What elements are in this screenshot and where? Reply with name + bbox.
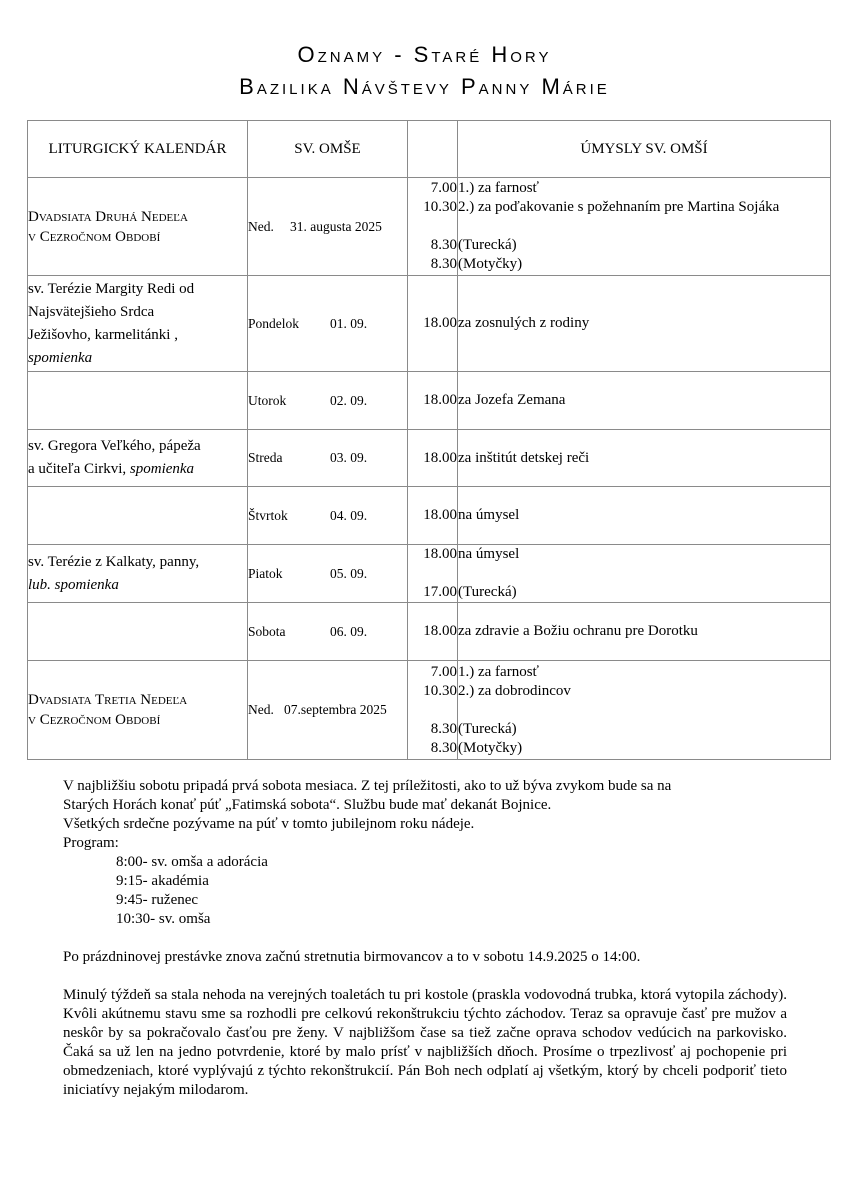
day-name: Štvrtok bbox=[248, 507, 288, 523]
intention: (Turecká) bbox=[458, 584, 517, 600]
feast-name: Dvadsiata Druhá Nedeľa bbox=[28, 208, 188, 225]
feast-period: v Cezročnom Období bbox=[28, 228, 161, 245]
intentions-cell bbox=[458, 661, 831, 760]
feast-name: Dvadsiata Tretia Nedeľa bbox=[28, 692, 188, 708]
intention: 2.) za poďakovanie s požehnaním pre Martina Sojáka bbox=[458, 199, 780, 215]
mass-time: 18.00 bbox=[423, 392, 457, 408]
table-header-row bbox=[28, 121, 831, 178]
calendar-cell bbox=[28, 430, 248, 487]
calendar-cell bbox=[28, 276, 248, 372]
program-item: 10:30- sv. omša bbox=[116, 911, 211, 927]
calendar-cell bbox=[28, 372, 248, 430]
page-subtitle: Bazilika Návštevy Panny Márie bbox=[239, 74, 610, 99]
intention: 1.) za farnosť bbox=[458, 663, 539, 680]
mass-time: 17.00 bbox=[423, 584, 457, 600]
feast-name: Ježišovho, karmelitánki , bbox=[28, 326, 178, 343]
day-date: 07.septembra 2025 bbox=[284, 702, 387, 717]
day-name: Utorok bbox=[248, 392, 287, 408]
announcements bbox=[63, 777, 787, 1100]
times-cell bbox=[408, 372, 458, 430]
day-name: Sobota bbox=[248, 623, 286, 639]
intention: 2.) za dobrodincov bbox=[458, 682, 571, 699]
confirmation-notice: Po prázdninovej prestávke znova začnú stretnutia birmovancov a to v sobotu 14.9.2025 o 14:00. bbox=[63, 949, 641, 965]
times-cell bbox=[408, 545, 458, 603]
day-name: Pondelok bbox=[248, 315, 300, 331]
table-row bbox=[28, 603, 831, 661]
day-date: 01. 09. bbox=[330, 315, 368, 331]
calendar-cell bbox=[28, 487, 248, 545]
feast-rank: lub. spomienka bbox=[28, 576, 119, 593]
day-cell bbox=[248, 603, 408, 661]
day-name: Piatok bbox=[248, 565, 283, 581]
mass-time: 10.30 bbox=[423, 682, 457, 699]
intention: za zosnulých z rodiny bbox=[458, 315, 590, 331]
table-row bbox=[28, 487, 831, 545]
feast-period: v Cezročnom Období bbox=[28, 712, 161, 728]
day-date: 06. 09. bbox=[330, 623, 368, 639]
feast-name: Najsvätejšieho Srdca bbox=[28, 303, 155, 320]
header-masses: SV. OMŠE bbox=[248, 121, 408, 178]
feast-name-cont: a učiteľa Cirkvi, spomienka bbox=[28, 461, 195, 477]
program-label: Program: bbox=[63, 835, 119, 851]
program-item: 8:00- sv. omša a adorácia bbox=[116, 854, 268, 870]
mass-time: 7.00 bbox=[430, 180, 457, 196]
page-title: Oznamy - Staré Hory bbox=[297, 42, 552, 67]
table-row bbox=[28, 545, 831, 603]
table-row bbox=[28, 178, 831, 276]
intention: (Turecká) bbox=[458, 720, 517, 737]
intentions-cell bbox=[458, 430, 831, 487]
day-cell bbox=[248, 372, 408, 430]
times-cell bbox=[408, 487, 458, 545]
times-cell bbox=[408, 603, 458, 661]
day-name: Ned. bbox=[248, 218, 274, 234]
header-intentions: ÚMYSLY SV. OMŠÍ bbox=[458, 121, 831, 178]
intention: za zdravie a Božiu ochranu pre Dorotku bbox=[458, 623, 698, 639]
calendar-cell bbox=[28, 178, 248, 276]
intentions-cell bbox=[458, 487, 831, 545]
day-cell bbox=[248, 545, 408, 603]
feast-name: sv. Terézie Margity Redi od bbox=[28, 280, 195, 297]
mass-time: 8.30 bbox=[430, 739, 457, 756]
day-date: 02. 09. bbox=[330, 392, 368, 408]
header-calendar: LITURGICKÝ KALENDÁR bbox=[28, 121, 248, 178]
intentions-cell bbox=[458, 178, 831, 276]
intention: (Turecká) bbox=[458, 237, 517, 253]
table-row bbox=[28, 372, 831, 430]
day-name: Streda bbox=[248, 450, 283, 465]
schedule-table bbox=[27, 120, 831, 760]
announcement-line: Starých Horách konať púť „Fatimská sobota“. Službu bude mať dekanát Bojnice. bbox=[63, 797, 552, 813]
day-cell bbox=[248, 178, 408, 276]
intention: (Motyčky) bbox=[458, 256, 523, 272]
times-cell bbox=[408, 430, 458, 487]
announcement-line: V najbližšiu sobotu pripadá prvá sobota mesiaca. Z tej príležitosti, ako to už býva zvykom bude sa na bbox=[63, 778, 672, 794]
header-times bbox=[408, 121, 458, 178]
table-row bbox=[28, 276, 831, 372]
day-date: 03. 09. bbox=[330, 450, 368, 465]
feast-name: sv. Terézie z Kalkaty, panny, bbox=[28, 553, 200, 570]
times-cell bbox=[408, 178, 458, 276]
intentions-cell bbox=[458, 276, 831, 372]
calendar-cell bbox=[28, 603, 248, 661]
day-cell bbox=[248, 487, 408, 545]
intentions-cell bbox=[458, 372, 831, 430]
mass-time: 7.00 bbox=[430, 663, 457, 680]
day-name: Ned. bbox=[248, 702, 274, 717]
mass-time: 10.30 bbox=[423, 199, 457, 215]
table-row bbox=[28, 661, 831, 760]
feast-rank: spomienka bbox=[28, 349, 93, 366]
mass-time: 18.00 bbox=[423, 449, 457, 466]
intentions-cell bbox=[458, 603, 831, 661]
program-item: 9:45- ruženec bbox=[116, 892, 199, 908]
times-cell bbox=[408, 276, 458, 372]
mass-time: 18.00 bbox=[423, 546, 457, 562]
day-date: 31. augusta 2025 bbox=[290, 218, 382, 234]
mass-time: 18.00 bbox=[423, 507, 457, 523]
mass-time: 18.00 bbox=[423, 315, 457, 331]
intention: za Jozefa Zemana bbox=[458, 392, 566, 408]
intention: na úmysel bbox=[458, 546, 520, 562]
renovation-notice: Minulý týždeň sa stala nehoda na verejných toaletách tu pri kostole (praskla vodovodná trubka, ktorá vytopila záchody). Kvôli akútnemu stavu sme sa rozhodli pre celkovú rekonštrukciu týchto záchodov. Teraz sa opravuje časť pre mužov a neskôr by sa pokračovalo časťou pre ženy. V najbližšom čase sa tiež začne oprava schodov vedúcich na parkovisko. Čaká sa už len na jedno potvrdenie, ktoré by malo prísť v najbližších dňoch. Prosíme o trpezlivosť aj pochopenie pri obmedzeniach, ktoré vyplývajú z týchto rekonštrukcií. Pán Boh nech odplatí aj všetkým, ktorý by chceli podporiť tieto iniciatívy nejakým milodarom. bbox=[63, 987, 787, 1098]
times-cell bbox=[408, 661, 458, 760]
day-date: 05. 09. bbox=[330, 565, 368, 581]
table-row bbox=[28, 430, 831, 487]
mass-time: 18.00 bbox=[423, 623, 457, 639]
feast-name: sv. Gregora Veľkého, pápeža bbox=[28, 438, 201, 454]
intention: 1.) za farnosť bbox=[458, 180, 539, 196]
mass-time: 8.30 bbox=[430, 256, 457, 272]
day-cell bbox=[248, 430, 408, 487]
day-cell bbox=[248, 276, 408, 372]
day-cell bbox=[248, 661, 408, 760]
program-item: 9:15- akadémia bbox=[116, 873, 209, 889]
intentions-cell bbox=[458, 545, 831, 603]
calendar-cell bbox=[28, 661, 248, 760]
mass-time: 8.30 bbox=[430, 720, 457, 737]
mass-time: 8.30 bbox=[430, 237, 457, 253]
intention: za inštitút detskej reči bbox=[458, 449, 590, 466]
calendar-cell bbox=[28, 545, 248, 603]
intention: na úmysel bbox=[458, 507, 520, 523]
intention: (Motyčky) bbox=[458, 739, 523, 756]
announcement-line: Všetkých srdečne pozývame na púť v tomto jubilejnom roku nádeje. bbox=[63, 816, 475, 832]
feast-rank: spomienka bbox=[129, 461, 195, 477]
day-date: 04. 09. bbox=[330, 507, 368, 523]
